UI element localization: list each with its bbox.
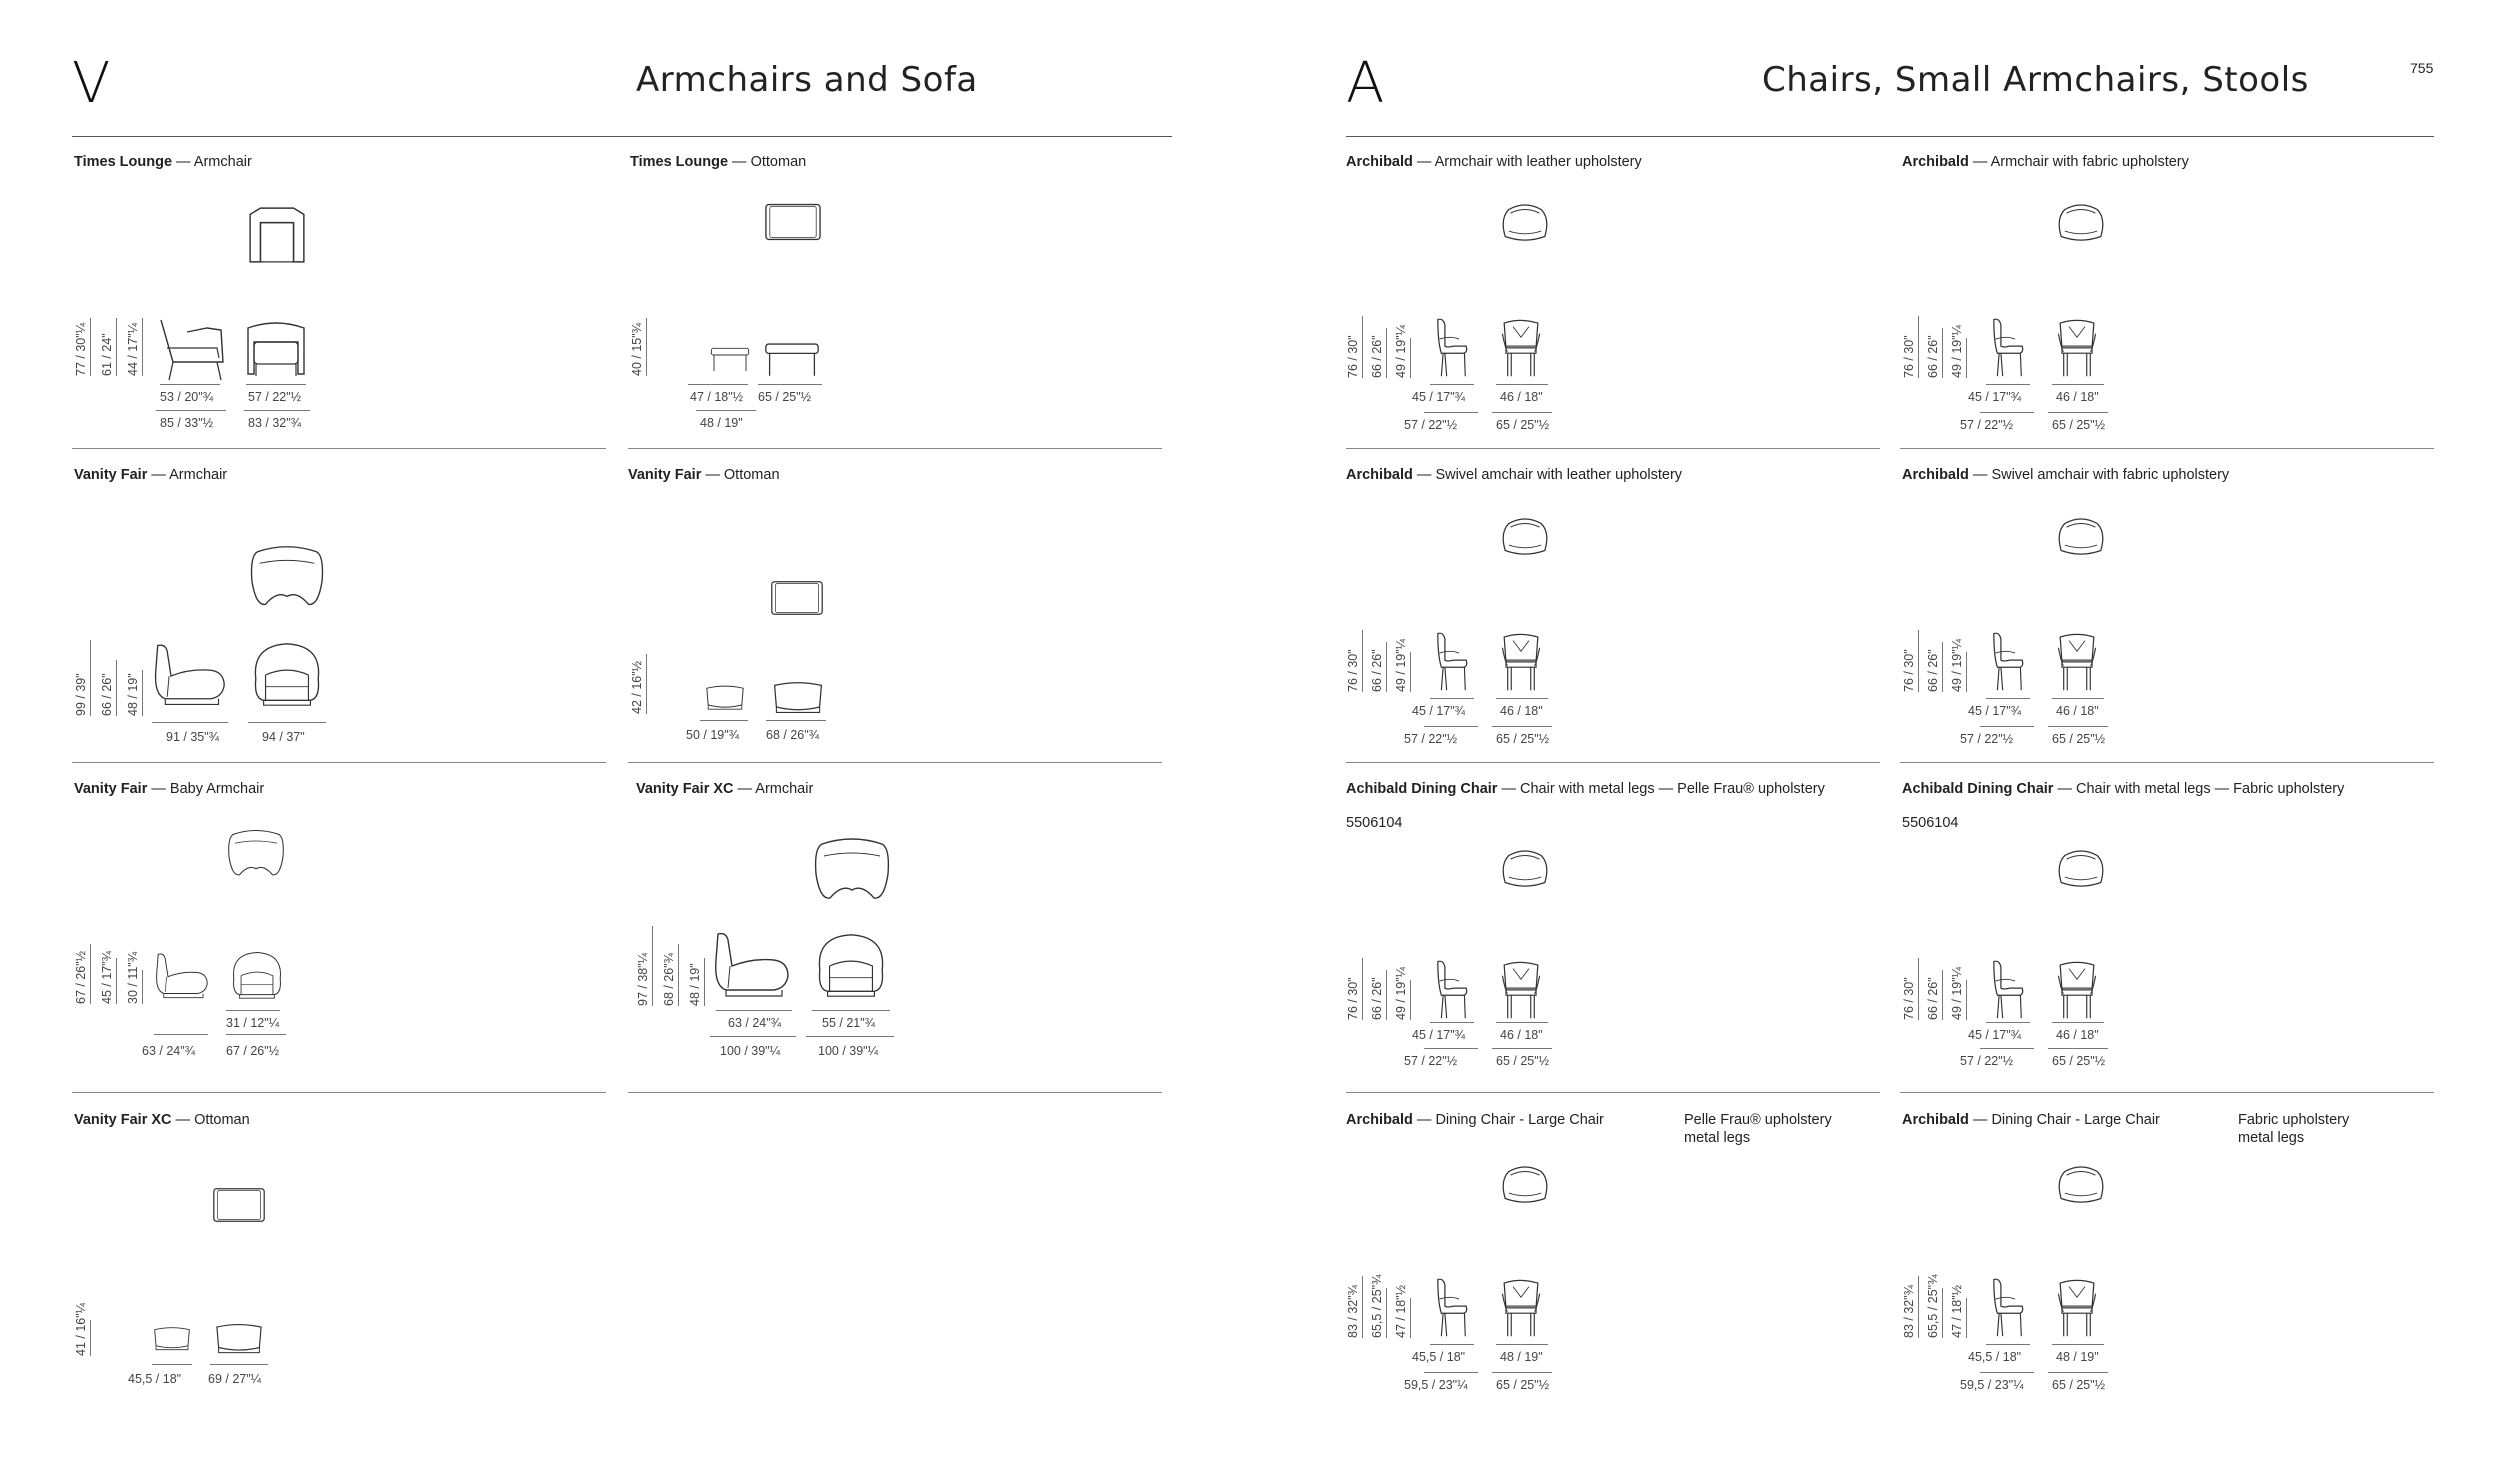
product-title: Archibald — Armchair with leather upholstery	[1346, 154, 1642, 170]
height-dim: 66 / 26"	[1926, 977, 1940, 1020]
section-letter-a: A	[1346, 51, 1385, 116]
height-dim: 77 / 30"¼	[74, 322, 88, 376]
height-dim-line	[1362, 1276, 1363, 1338]
width-dim: 45 / 17"¾	[1412, 1028, 1466, 1042]
depth-dim: 57 / 22"½	[1404, 1054, 1458, 1068]
vanity-fair-top-icon	[248, 540, 326, 612]
width-dim-line	[1496, 1344, 1548, 1345]
width-dim: 46 / 18"	[1500, 1028, 1543, 1042]
width-dim-line	[1496, 698, 1548, 699]
width-dim-line	[2052, 698, 2104, 699]
depth-dim: 57 / 22"½	[1404, 418, 1458, 432]
height-dim-line	[1942, 970, 1943, 1020]
height-dim: 68 / 26"¾	[662, 952, 676, 1006]
width-dim-line	[2052, 1344, 2104, 1345]
height-dim-line	[1918, 630, 1919, 692]
vf-baby-top-icon	[226, 826, 286, 880]
vanity-ottoman-top-icon	[770, 578, 824, 618]
height-dim: 76 / 30"	[1902, 335, 1916, 378]
chair-top-view-icon	[1498, 1162, 1552, 1208]
height-dim-line	[1942, 1288, 1943, 1338]
depth-dim: 48 / 19"	[700, 416, 743, 430]
header-rule	[72, 136, 1172, 137]
height-dim: 49 / 19"¼	[1950, 324, 1964, 378]
height-dim: 76 / 30"	[1346, 649, 1360, 692]
width-dim: 68 / 26"¾	[766, 728, 820, 742]
height-dim: 65,5 / 25"¾	[1370, 1274, 1384, 1338]
times-lounge-armchair-front-icon	[246, 316, 306, 380]
height-dim: 66 / 26"	[1370, 335, 1384, 378]
height-dim: 66 / 26"	[1926, 335, 1940, 378]
chair-front-view-icon	[1496, 630, 1546, 692]
chair-side-view-icon	[1988, 630, 2028, 692]
depth-dim-line	[1980, 1048, 2034, 1049]
width-dim-line	[1986, 698, 2030, 699]
depth-dim-line	[1424, 1372, 1478, 1373]
width-dim-line	[1496, 384, 1548, 385]
depth-dim: 65 / 25"½	[1496, 1054, 1550, 1068]
width-dim: 53 / 20"¾	[160, 390, 214, 404]
product-title: Times Lounge — Ottoman	[630, 154, 807, 170]
height-dim: 44 / 17"¼	[126, 322, 140, 376]
depth-dim: 65 / 25"½	[2052, 732, 2106, 746]
height-dim-line	[1410, 652, 1411, 692]
height-dim-line	[1918, 958, 1919, 1020]
width-dim: 46 / 18"	[1500, 704, 1543, 718]
product-title: Times Lounge — Armchair	[74, 154, 252, 170]
chair-side-view-icon	[1988, 316, 2028, 378]
height-dim: 76 / 30"	[1346, 977, 1360, 1020]
depth-dim: 65 / 25"½	[1496, 1378, 1550, 1392]
product-title: Vanity Fair — Armchair	[74, 467, 228, 483]
section-letter-v: V	[72, 51, 111, 116]
chair-front-view-icon	[2052, 630, 2102, 692]
width-dim-line	[2052, 384, 2104, 385]
depth-dim-line	[1424, 1048, 1478, 1049]
product-title: Vanity Fair — Ottoman	[628, 467, 780, 483]
width-dim: 48 / 19"	[2056, 1350, 2099, 1364]
product-note: Fabric upholstery metal legs	[2238, 1112, 2350, 1146]
height-dim: 49 / 19"¼	[1394, 324, 1408, 378]
depth-dim-line	[1980, 1372, 2034, 1373]
times-ottoman-side-icon	[710, 340, 750, 378]
vf-xc-side-icon	[712, 926, 792, 1004]
chair-side-view-icon	[1432, 316, 1472, 378]
width-dim-line	[1986, 384, 2030, 385]
height-dim: 83 / 32"¾	[1346, 1284, 1360, 1338]
section-heading-armchairs: Armchairs and Sofa	[636, 60, 978, 100]
width-dim-line	[1430, 1022, 1474, 1023]
depth-dim-line	[2048, 726, 2108, 727]
width-dim: 65 / 25"½	[758, 390, 812, 404]
chair-top-view-icon	[1498, 846, 1552, 892]
times-lounge-armchair-top-icon	[246, 204, 308, 266]
height-dim-line	[1942, 642, 1943, 692]
depth-dim-line	[2048, 1048, 2108, 1049]
width-dim: 91 / 35"¾	[166, 730, 220, 744]
height-dim-line	[1386, 642, 1387, 692]
depth-dim: 100 / 39"¼	[818, 1044, 879, 1058]
depth-dim-line	[1980, 726, 2034, 727]
height-dim-line	[1386, 328, 1387, 378]
width-dim-line	[1986, 1344, 2030, 1345]
height-dim-line	[1966, 338, 1967, 378]
height-dim: 45 / 17"¾	[100, 950, 114, 1004]
vf-xc-front-icon	[812, 926, 890, 1004]
width-dim-line	[1986, 1022, 2030, 1023]
product-code: 5506104	[1902, 815, 1959, 831]
depth-dim-line	[1424, 726, 1478, 727]
product-title: Achibald Dining Chair — Chair with metal legs — Fabric upholstery	[1902, 781, 2345, 797]
vanity-fair-side-icon	[152, 640, 228, 710]
height-dim: 49 / 19"¼	[1394, 638, 1408, 692]
width-dim-line	[1430, 698, 1474, 699]
width-dim: 45 / 17"¾	[1968, 1028, 2022, 1042]
depth-dim-line	[1492, 1048, 1552, 1049]
depth-dim: 67 / 26"½	[226, 1044, 280, 1058]
height-dim: 42 / 16"½	[630, 660, 644, 714]
width-dim: 45 / 17"¾	[1968, 390, 2022, 404]
times-lounge-armchair-side-icon	[156, 318, 228, 382]
chair-top-view-icon	[2054, 200, 2108, 246]
depth-dim-line	[1424, 412, 1478, 413]
width-dim: 45 / 17"¾	[1412, 390, 1466, 404]
height-dim: 30 / 11"¾	[126, 951, 140, 1004]
depth-dim: 100 / 39"¼	[720, 1044, 781, 1058]
height-dim: 97 / 38"¼	[636, 952, 650, 1006]
width-dim-line	[1430, 384, 1474, 385]
vf-xc-ottoman-top-icon	[212, 1186, 266, 1224]
product-title: Vanity Fair — Baby Armchair	[74, 781, 265, 797]
height-dim: 41 / 16"¼	[74, 1302, 88, 1356]
product-title: Archibald — Swivel amchair with leather upholstery	[1346, 467, 1683, 483]
page-number: 755	[2410, 60, 2434, 76]
depth-dim-line	[2048, 1372, 2108, 1373]
depth-dim-line	[2048, 412, 2108, 413]
chair-front-view-icon	[1496, 316, 1546, 378]
height-dim: 99 / 39"	[74, 673, 88, 716]
product-title: Archibald — Armchair with fabric upholstery	[1902, 154, 2189, 170]
product-title: Vanity Fair XC — Armchair	[636, 781, 814, 797]
chair-front-view-icon	[2052, 1276, 2102, 1338]
chair-front-view-icon	[2052, 958, 2102, 1020]
vanity-ottoman-side-icon	[704, 680, 746, 716]
width-dim: 46 / 18"	[2056, 1028, 2099, 1042]
depth-dim: 59,5 / 23"¼	[1404, 1378, 1468, 1392]
width-dim: 45,5 / 18"	[1968, 1350, 2022, 1364]
width-dim: 45,5 / 18"	[1412, 1350, 1466, 1364]
product-note: Pelle Frau® upholstery metal legs	[1684, 1112, 1832, 1146]
chair-top-view-icon	[2054, 514, 2108, 560]
height-dim: 67 / 26"½	[74, 950, 88, 1004]
depth-dim-line	[1492, 1372, 1552, 1373]
width-dim: 46 / 18"	[1500, 390, 1543, 404]
height-dim-line	[1362, 630, 1363, 692]
times-ottoman-front-icon	[764, 340, 820, 378]
depth-dim: 65 / 25"½	[1496, 418, 1550, 432]
chair-side-view-icon	[1988, 1276, 2028, 1338]
height-dim-line	[1918, 1276, 1919, 1338]
height-dim: 76 / 30"	[1902, 977, 1916, 1020]
width-dim: 94 / 37"	[262, 730, 305, 744]
product-title: Achibald Dining Chair — Chair with metal legs — Pelle Frau® upholstery	[1346, 781, 1825, 797]
height-dim: 83 / 32"¾	[1902, 1284, 1916, 1338]
height-dim: 66 / 26"	[1926, 649, 1940, 692]
height-dim: 61 / 24"	[100, 333, 114, 376]
chair-front-view-icon	[2052, 316, 2102, 378]
product-title: Archibald — Dining Chair - Large Chair	[1902, 1112, 2160, 1128]
depth-dim: 65 / 25"½	[2052, 1054, 2106, 1068]
height-dim: 47 / 18"½	[1394, 1284, 1408, 1338]
depth-dim: 65 / 25"½	[2052, 418, 2106, 432]
height-dim: 40 / 15"¾	[630, 322, 644, 376]
width-dim: 46 / 18"	[2056, 390, 2099, 404]
height-dim: 48 / 19"	[126, 673, 140, 716]
width-dim: 55 / 21"¾	[822, 1016, 876, 1030]
chair-side-view-icon	[1432, 1276, 1472, 1338]
depth-dim: 83 / 32"¾	[248, 416, 302, 430]
times-ottoman-top-icon	[764, 202, 822, 242]
height-dim-line	[1362, 316, 1363, 378]
width-dim-line	[1430, 1344, 1474, 1345]
width-dim: 69 / 27"¼	[208, 1372, 262, 1386]
height-dim-line	[1918, 316, 1919, 378]
height-dim-line	[1410, 980, 1411, 1020]
width-dim: 48 / 19"	[1500, 1350, 1543, 1364]
height-dim-line	[1386, 970, 1387, 1020]
depth-dim: 57 / 22"½	[1960, 732, 2014, 746]
depth-dim: 57 / 22"½	[1404, 732, 1458, 746]
depth-dim: 57 / 22"½	[1960, 1054, 2014, 1068]
header-rule	[1346, 136, 2434, 137]
vanity-ottoman-front-icon	[770, 680, 826, 716]
width-dim-line	[2052, 1022, 2104, 1023]
width-dim-line	[1496, 1022, 1548, 1023]
product-code: 5506104	[1346, 815, 1403, 831]
width-dim: 45,5 / 18"	[128, 1372, 182, 1386]
chair-top-view-icon	[1498, 514, 1552, 560]
height-dim: 66 / 26"	[1370, 977, 1384, 1020]
height-dim-line	[1410, 1298, 1411, 1338]
width-dim: 45 / 17"¾	[1412, 704, 1466, 718]
chair-top-view-icon	[2054, 1162, 2108, 1208]
height-dim: 47 / 18"½	[1950, 1284, 1964, 1338]
width-dim: 63 / 24"¾	[728, 1016, 782, 1030]
product-title: Archibald — Swivel amchair with fabric upholstery	[1902, 467, 2230, 483]
section-heading-chairs: Chairs, Small Armchairs, Stools	[1762, 60, 2309, 100]
width-dim: 46 / 18"	[2056, 704, 2099, 718]
height-dim-line	[1966, 652, 1967, 692]
height-dim: 76 / 30"	[1902, 649, 1916, 692]
vf-baby-side-icon	[154, 950, 210, 1002]
height-dim: 49 / 19"¼	[1950, 966, 1964, 1020]
height-dim: 49 / 19"¼	[1950, 638, 1964, 692]
height-dim: 65,5 / 25"¾	[1926, 1274, 1940, 1338]
width-dim: 47 / 18"½	[690, 390, 744, 404]
depth-dim: 85 / 33"½	[160, 416, 214, 430]
height-dim-line	[1966, 1298, 1967, 1338]
depth-dim-line	[1980, 412, 2034, 413]
vf-baby-front-icon	[228, 948, 286, 1002]
height-dim: 66 / 26"	[100, 673, 114, 716]
height-dim-line	[1362, 958, 1363, 1020]
chair-top-view-icon	[1498, 200, 1552, 246]
chair-front-view-icon	[1496, 1276, 1546, 1338]
height-dim: 49 / 19"¼	[1394, 966, 1408, 1020]
product-title: Archibald — Dining Chair - Large Chair	[1346, 1112, 1604, 1128]
width-dim: 31 / 12"¼	[226, 1016, 280, 1030]
depth-dim: 59,5 / 23"¼	[1960, 1378, 2024, 1392]
depth-dim: 65 / 25"½	[2052, 1378, 2106, 1392]
vf-xc-ottoman-side-icon	[152, 1322, 192, 1356]
chair-side-view-icon	[1432, 630, 1472, 692]
vf-xc-top-icon	[812, 830, 892, 908]
height-dim: 76 / 30"	[1346, 335, 1360, 378]
width-dim: 45 / 17"¾	[1968, 704, 2022, 718]
vanity-fair-front-icon	[248, 638, 326, 710]
height-dim-line	[1410, 338, 1411, 378]
chair-top-view-icon	[2054, 846, 2108, 892]
depth-dim: 57 / 22"½	[1960, 418, 2014, 432]
height-dim-line	[1966, 980, 1967, 1020]
height-dim-line	[1942, 328, 1943, 378]
depth-dim: 65 / 25"½	[1496, 732, 1550, 746]
chair-side-view-icon	[1432, 958, 1472, 1020]
depth-dim-line	[1492, 412, 1552, 413]
height-dim: 66 / 26"	[1370, 649, 1384, 692]
height-dim-line	[1386, 1288, 1387, 1338]
width-dim: 57 / 22"½	[248, 390, 302, 404]
chair-front-view-icon	[1496, 958, 1546, 1020]
height-dim: 48 / 19"	[688, 963, 702, 1006]
depth-dim-line	[1492, 726, 1552, 727]
width-dim: 50 / 19"¾	[686, 728, 740, 742]
product-title: Vanity Fair XC — Ottoman	[74, 1112, 250, 1128]
depth-dim: 63 / 24"¾	[142, 1044, 196, 1058]
vf-xc-ottoman-front-icon	[212, 1322, 266, 1356]
chair-side-view-icon	[1988, 958, 2028, 1020]
